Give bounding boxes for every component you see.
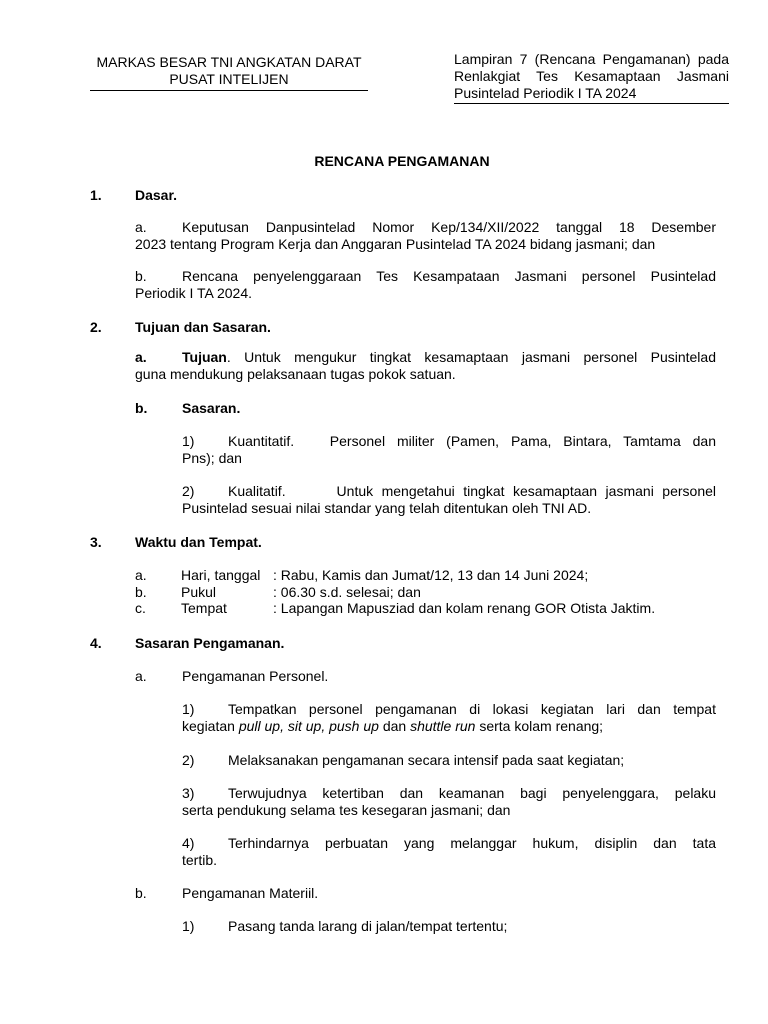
- section-4a-heading-row: [135, 668, 716, 685]
- document-title: RENCANA PENGAMANAN: [314, 153, 490, 169]
- section-4a4-paragraph: [182, 835, 716, 869]
- text-run-italic: shuttle run: [410, 718, 476, 734]
- section-4a-label: a.: [135, 668, 147, 684]
- text-run: kegiatan: [182, 718, 239, 734]
- section-1b-paragraph: [135, 268, 716, 302]
- section-4a4-label: 4): [182, 835, 195, 851]
- attachment-header: [454, 51, 729, 104]
- section-2-number: 2.: [90, 319, 102, 335]
- section-1-heading: Dasar.: [135, 187, 178, 203]
- section-4a4-line1: Terhindarnya perbuatan yang melanggar hukum, disiplin dan tata: [228, 835, 716, 851]
- section-4a1-paragraph: [182, 701, 716, 735]
- schedule-row-value: : Lapangan Mapusziad dan kolam renang GOR Otista Jaktim.: [273, 600, 656, 616]
- section-2b2-line2: Pusintelad sesuai nilai standar yang telah ditentukan oleh TNI AD.: [182, 500, 592, 516]
- schedule-row-place: [135, 600, 735, 617]
- section-1a-label: a.: [135, 219, 147, 235]
- section-2b1-paragraph: [182, 433, 716, 467]
- section-4a3-label: 3): [182, 785, 195, 801]
- section-4a-heading: Pengamanan Personel.: [182, 668, 329, 684]
- section-4b1-line1: Pasang tanda larang di jalan/tempat tertentu;: [228, 918, 508, 934]
- section-4a3-line2: serta pendukung selama tes kesegaran jasmani; dan: [182, 802, 511, 818]
- attachment-line3: Pusintelad Periodik I TA 2024: [454, 85, 637, 101]
- section-4a3-line1: Terwujudnya ketertiban dan keamanan bagi penyelenggara, pelaku: [228, 785, 716, 801]
- section-4b1-paragraph: [182, 918, 716, 935]
- section-3-number: 3.: [90, 534, 102, 550]
- section-4b-heading: Pengamanan Materiil.: [182, 885, 319, 901]
- org-name-line1: MARKAS BESAR TNI ANGKATAN DARAT: [96, 54, 362, 70]
- schedule-row-label: b.: [135, 584, 147, 600]
- section-4a1-label: 1): [182, 701, 195, 717]
- section-4a2-label: 2): [182, 752, 195, 768]
- section-2a-paragraph: [135, 349, 716, 383]
- section-1b-label: b.: [135, 268, 147, 284]
- section-4a2-paragraph: [182, 752, 716, 769]
- section-4a2-line1: Melaksanakan pengamanan secara intensif pada saat kegiatan;: [228, 752, 625, 768]
- schedule-row-key: Pukul: [181, 584, 217, 600]
- schedule-row-value: : Rabu, Kamis dan Jumat/12, 13 dan 14 Juni 2024;: [273, 567, 589, 583]
- section-4-number: 4.: [90, 635, 102, 651]
- section-2b-label: b.: [135, 400, 148, 416]
- section-2b2-label: 2): [182, 483, 195, 499]
- section-4-heading: Sasaran Pengamanan.: [135, 635, 285, 651]
- schedule-row-time: [135, 584, 735, 601]
- section-1a-line1: Keputusan Danpusintelad Nomor Kep/134/XII/2022 tanggal 18 Desember: [182, 219, 716, 235]
- section-2a-line2: guna mendukung pelaksanaan tugas pokok satuan.: [135, 366, 456, 382]
- org-header: [90, 54, 368, 91]
- org-name-line2: PUSAT INTELIJEN: [169, 71, 289, 87]
- text-run: serta kolam renang;: [475, 718, 604, 734]
- section-2b2-line1: Kualitatif. Untuk mengetahui tingkat kesamaptaan jasmani personel: [228, 483, 716, 499]
- schedule-row-key: Hari, tanggal: [181, 567, 261, 583]
- text-run-italic: pull up, sit up, push up: [238, 718, 379, 734]
- section-2a-label: a.: [135, 349, 147, 365]
- section-1b-line2: Periodik I TA 2024.: [135, 285, 252, 301]
- schedule-row-day: [135, 567, 735, 584]
- section-2b1-label: 1): [182, 433, 195, 449]
- section-2b-heading: Sasaran.: [182, 400, 241, 416]
- section-3-heading: Waktu dan Tempat.: [135, 534, 262, 550]
- section-1a-line2: 2023 tentang Program Kerja dan Anggaran Pusintelad TA 2024 bidang jasmani; dan: [135, 236, 656, 252]
- section-1-number: 1.: [90, 187, 102, 203]
- attachment-line2: Renlakgiat Tes Kesamaptaan Jasmani: [454, 68, 729, 84]
- section-1a-paragraph: [135, 219, 716, 253]
- attachment-line1: Lampiran 7 (Rencana Pengamanan) pada: [454, 51, 729, 67]
- section-4b1-label: 1): [182, 918, 195, 934]
- schedule-row-label: a.: [135, 567, 147, 583]
- section-4a3-paragraph: [182, 785, 716, 819]
- schedule-row-value: : 06.30 s.d. selesai; dan: [273, 584, 421, 600]
- section-1b-line1: Rencana penyelenggaraan Tes Kesampataan Jasmani personel Pusintelad: [182, 268, 716, 284]
- section-2a-line1: . Untuk mengukur tingkat kesamaptaan jasmani personel Pusintelad: [226, 349, 716, 365]
- section-2b-heading-row: [135, 400, 716, 417]
- section-2b1-line2: Pns); dan: [182, 450, 242, 466]
- text-run: dan: [378, 718, 411, 734]
- schedule-row-label: c.: [135, 600, 146, 616]
- section-4b-heading-row: [135, 885, 716, 902]
- section-4a1-line1: Tempatkan personel pengamanan di lokasi kegiatan lari dan tempat: [228, 701, 716, 717]
- section-2b2-paragraph: [182, 483, 716, 517]
- schedule-row-key: Tempat: [181, 600, 227, 616]
- section-2-heading: Tujuan dan Sasaran.: [135, 319, 271, 335]
- section-2a-heading: Tujuan: [182, 349, 227, 365]
- section-4b-label: b.: [135, 885, 147, 901]
- section-4a4-line2: tertib.: [182, 852, 218, 868]
- section-4a1-line2: [182, 718, 716, 735]
- section-2b1-line1: Kuantitatif. Personel militer (Pamen, Pama, Bintara, Tamtama dan: [228, 433, 716, 449]
